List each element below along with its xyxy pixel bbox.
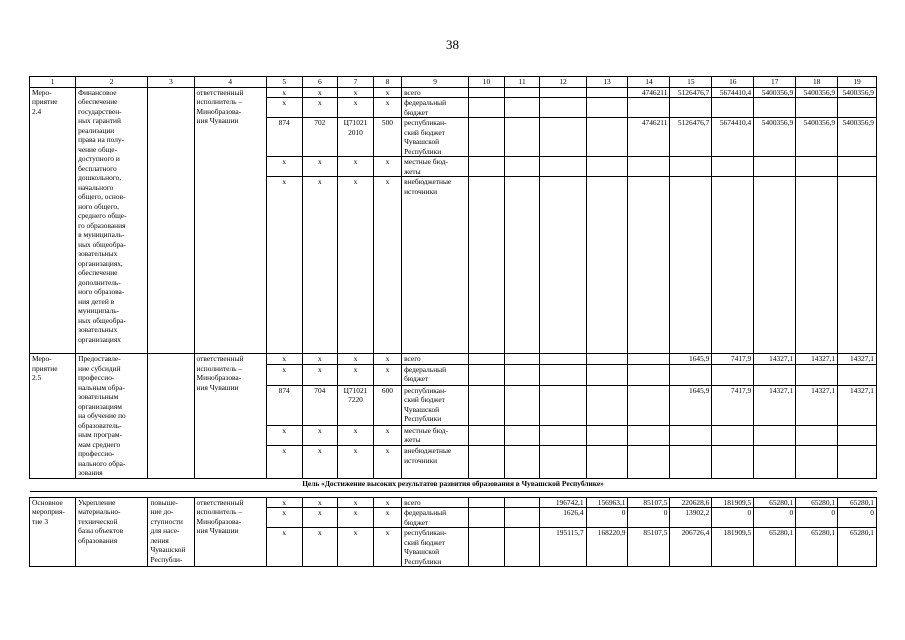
amount-cell: 220628,6 [670, 497, 712, 508]
measure-number: Меро- приятие 2.4 [30, 87, 76, 354]
amount-cell: 1645,9 [670, 354, 712, 365]
amount-cell: 65280,1 [838, 528, 877, 567]
amount-cell [796, 446, 838, 478]
funding-source: федеральный бюджет [402, 508, 469, 528]
amount-cell [504, 508, 540, 528]
column-number: 3 [148, 77, 194, 88]
amount-cell [628, 354, 670, 365]
amount-cell [670, 425, 712, 446]
code-grbs: х [266, 87, 302, 98]
amount-cell [754, 157, 796, 177]
amount-cell [754, 364, 796, 385]
code-section: х [302, 157, 338, 177]
code-expense-group: х [373, 508, 401, 528]
amount-cell [712, 364, 754, 385]
funding-source: всего [402, 497, 469, 508]
amount-cell [586, 385, 628, 425]
code-target-article: х [338, 98, 374, 118]
code-target-article: Ц71021 2010 [338, 118, 374, 157]
amount-cell: 5674410,4 [712, 118, 754, 157]
amount-cell [796, 364, 838, 385]
code-section: х [302, 354, 338, 365]
column-number-row [30, 77, 877, 88]
amount-cell [504, 157, 540, 177]
code-section: х [302, 98, 338, 118]
amount-cell [469, 87, 505, 98]
amount-cell [504, 425, 540, 446]
amount-cell [504, 87, 540, 98]
amount-cell [504, 177, 540, 354]
code-grbs: х [266, 354, 302, 365]
amount-cell: 1645,9 [670, 385, 712, 425]
budget-table [29, 76, 877, 567]
amount-cell: 65280,1 [754, 497, 796, 508]
goal-row [30, 478, 877, 491]
amount-cell [712, 98, 754, 118]
responsible-executor: ответственный исполнитель – Минобразова- ния Чувашии [194, 497, 266, 567]
amount-cell [469, 425, 505, 446]
amount-cell [670, 446, 712, 478]
column-number: 4 [194, 77, 266, 88]
amount-cell [754, 446, 796, 478]
code-target-article: х [338, 354, 374, 365]
amount-cell [628, 157, 670, 177]
amount-cell [628, 364, 670, 385]
amount-cell [469, 118, 505, 157]
amount-cell [540, 87, 586, 98]
code-grbs: 874 [266, 385, 302, 425]
code-grbs: х [266, 446, 302, 478]
column-number: 12 [540, 77, 586, 88]
amount-cell [469, 157, 505, 177]
code-target-article: х [338, 528, 374, 567]
amount-cell [670, 98, 712, 118]
amount-cell [586, 87, 628, 98]
amount-cell: 85107,5 [628, 528, 670, 567]
funding-source: республикан- ский бюджет Чувашской Республики [402, 528, 469, 567]
code-target-article: х [338, 497, 374, 508]
amount-cell: 13902,2 [670, 508, 712, 528]
funding-source: всего [402, 87, 469, 98]
amount-cell: 0 [796, 508, 838, 528]
code-target-article: Ц71021 7220 [338, 385, 374, 425]
amount-cell: 65280,1 [754, 528, 796, 567]
amount-cell [838, 98, 877, 118]
amount-cell: 0 [628, 508, 670, 528]
column-number: 15 [670, 77, 712, 88]
code-section: х [302, 446, 338, 478]
code-expense-group: х [373, 528, 401, 567]
amount-cell: 0 [586, 508, 628, 528]
funding-source: федеральный бюджет [402, 98, 469, 118]
amount-cell [754, 425, 796, 446]
code-expense-group: 500 [373, 118, 401, 157]
amount-cell: 5400356,9 [754, 87, 796, 98]
amount-cell [754, 177, 796, 354]
table-row [30, 87, 877, 98]
goal-heading: Цель «Достижение высоких результатов развития образования в Чувашской Республике» [30, 478, 877, 491]
amount-cell [504, 385, 540, 425]
code-section: 704 [302, 385, 338, 425]
amount-cell: 14327,1 [838, 354, 877, 365]
amount-cell [540, 425, 586, 446]
amount-cell [469, 446, 505, 478]
column-number: 19 [838, 77, 877, 88]
code-expense-group: х [373, 98, 401, 118]
amount-cell [469, 385, 505, 425]
amount-cell [504, 364, 540, 385]
amount-cell [586, 354, 628, 365]
funding-source: республикан- ский бюджет Чувашской Республики [402, 118, 469, 157]
amount-cell [796, 157, 838, 177]
code-grbs: х [266, 497, 302, 508]
amount-cell: 5126476,7 [670, 87, 712, 98]
amount-cell: 5126476,7 [670, 118, 712, 157]
code-expense-group: х [373, 354, 401, 365]
column-number: 18 [796, 77, 838, 88]
funding-source: республикан- ский бюджет Чувашской Республики [402, 385, 469, 425]
column-number: 9 [402, 77, 469, 88]
code-section: х [302, 364, 338, 385]
code-expense-group: х [373, 177, 401, 354]
code-target-article: х [338, 87, 374, 98]
amount-cell [586, 98, 628, 118]
column-number: 8 [373, 77, 401, 88]
amount-cell: 0 [712, 508, 754, 528]
amount-cell [796, 98, 838, 118]
amount-cell [628, 98, 670, 118]
amount-cell [469, 98, 505, 118]
amount-cell [796, 177, 838, 354]
code-expense-group: х [373, 87, 401, 98]
amount-cell: 14327,1 [838, 385, 877, 425]
table-row [30, 497, 877, 508]
code-grbs: х [266, 364, 302, 385]
code-expense-group: х [373, 157, 401, 177]
amount-cell [670, 364, 712, 385]
column-number: 6 [302, 77, 338, 88]
amount-cell [504, 446, 540, 478]
code-target-article: х [338, 508, 374, 528]
code-section: х [302, 528, 338, 567]
amount-cell: 5400356,9 [754, 118, 796, 157]
measure-number: Основное мероприя- тие 3 [30, 497, 76, 567]
measure-number: Меро- приятие 2.5 [30, 354, 76, 479]
amount-cell [628, 177, 670, 354]
code-target-article: х [338, 177, 374, 354]
amount-cell: 0 [838, 508, 877, 528]
amount-cell: 14327,1 [796, 385, 838, 425]
column-number: 2 [76, 77, 148, 88]
code-section: х [302, 497, 338, 508]
amount-cell: 7417,9 [712, 385, 754, 425]
amount-cell: 156963,1 [586, 497, 628, 508]
amount-cell: 5400356,9 [796, 118, 838, 157]
amount-cell: 5400356,9 [838, 87, 877, 98]
column-number: 17 [754, 77, 796, 88]
column-number: 7 [338, 77, 374, 88]
amount-cell: 65280,1 [796, 497, 838, 508]
code-target-article: х [338, 446, 374, 478]
amount-cell [586, 446, 628, 478]
code-grbs: х [266, 425, 302, 446]
amount-cell [838, 177, 877, 354]
amount-cell [540, 364, 586, 385]
amount-cell [586, 177, 628, 354]
responsible-executor: ответственный исполнитель – Минобразова- ния Чувашии [194, 354, 266, 479]
amount-cell [628, 425, 670, 446]
amount-cell [469, 364, 505, 385]
amount-cell [670, 177, 712, 354]
amount-cell: 5400356,9 [796, 87, 838, 98]
code-expense-group: х [373, 425, 401, 446]
amount-cell [670, 157, 712, 177]
code-target-article: х [338, 364, 374, 385]
page-number: 38 [446, 37, 459, 52]
amount-cell [469, 497, 505, 508]
amount-cell [540, 98, 586, 118]
amount-cell: 206726,4 [670, 528, 712, 567]
measure-name: Финансовое обеспечение государствен- ных гарантий реализации права на полу- чение обще- доступного и бесплатного дошкольного, начального общего, основ- ного общего, среднего обще- го образования в муниципаль- ных общеобра- зовательных организациях, обеспечение дополнитель- ного образова- ния детей в муниципаль- ных общеобра- зовательных организациях [76, 87, 148, 354]
column-number: 14 [628, 77, 670, 88]
funding-source: федеральный бюджет [402, 364, 469, 385]
amount-cell: 14327,1 [754, 354, 796, 365]
amount-cell: 5674410,4 [712, 87, 754, 98]
code-grbs: 874 [266, 118, 302, 157]
amount-cell [469, 177, 505, 354]
code-expense-group: 600 [373, 385, 401, 425]
code-section: 702 [302, 118, 338, 157]
amount-cell [838, 446, 877, 478]
amount-cell [504, 118, 540, 157]
code-section: х [302, 177, 338, 354]
code-grbs: х [266, 98, 302, 118]
responsible-executor: ответственный исполнитель – Минобразова- ния Чувашии [194, 87, 266, 354]
column-number: 5 [266, 77, 302, 88]
amount-cell [469, 528, 505, 567]
amount-cell [469, 508, 505, 528]
amount-cell [504, 354, 540, 365]
amount-cell: 14327,1 [796, 354, 838, 365]
amount-cell [796, 425, 838, 446]
column-number: 11 [504, 77, 540, 88]
amount-cell [540, 354, 586, 365]
amount-cell [504, 497, 540, 508]
column-number: 13 [586, 77, 628, 88]
amount-cell [712, 425, 754, 446]
amount-cell [540, 177, 586, 354]
amount-cell [586, 157, 628, 177]
code-section: х [302, 87, 338, 98]
amount-cell: 65280,1 [796, 528, 838, 567]
amount-cell [586, 425, 628, 446]
code-target-article: х [338, 157, 374, 177]
amount-cell [469, 354, 505, 365]
amount-cell: 181909,5 [712, 528, 754, 567]
column-number: 10 [469, 77, 505, 88]
amount-cell [540, 157, 586, 177]
funding-source: внебюджетные источники [402, 177, 469, 354]
amount-cell [712, 177, 754, 354]
amount-cell [712, 446, 754, 478]
amount-cell: 1626,4 [540, 508, 586, 528]
amount-cell [540, 118, 586, 157]
amount-cell [838, 425, 877, 446]
funding-source: местные бюд- жеты [402, 157, 469, 177]
funding-source: местные бюд- жеты [402, 425, 469, 446]
column-number: 16 [712, 77, 754, 88]
amount-cell [712, 157, 754, 177]
column-number: 1 [30, 77, 76, 88]
target-indicator [148, 87, 194, 354]
code-target-article: х [338, 425, 374, 446]
amount-cell: 14327,1 [754, 385, 796, 425]
amount-cell [540, 446, 586, 478]
code-section: х [302, 508, 338, 528]
amount-cell: 181909,5 [712, 497, 754, 508]
amount-cell [586, 364, 628, 385]
code-section: х [302, 425, 338, 446]
amount-cell: 0 [754, 508, 796, 528]
amount-cell: 195115,7 [540, 528, 586, 567]
code-grbs: х [266, 528, 302, 567]
amount-cell [628, 446, 670, 478]
amount-cell [504, 98, 540, 118]
measure-name: Укрепление материально- технической базы объектов образования [76, 497, 148, 567]
code-expense-group: х [373, 497, 401, 508]
amount-cell: 4746211 [628, 118, 670, 157]
code-grbs: х [266, 177, 302, 354]
code-grbs: х [266, 157, 302, 177]
code-expense-group: х [373, 446, 401, 478]
funding-source: всего [402, 354, 469, 365]
measure-name: Предоставле- ние субсидий профессио- нальным обра- зовательным организациям на обучение по образователь- ным програм- мам среднего профессио- нального обра- зования [76, 354, 148, 479]
code-expense-group: х [373, 364, 401, 385]
amount-cell [838, 157, 877, 177]
table-row [30, 354, 877, 365]
target-indicator: повыше- ние до- ступности для насе- ления Чувашской Республи- [148, 497, 194, 567]
amount-cell [540, 385, 586, 425]
amount-cell: 196742,1 [540, 497, 586, 508]
amount-cell [504, 528, 540, 567]
amount-cell: 5400356,9 [838, 118, 877, 157]
amount-cell: 65280,1 [838, 497, 877, 508]
amount-cell [838, 364, 877, 385]
target-indicator [148, 354, 194, 479]
amount-cell [586, 118, 628, 157]
amount-cell [628, 385, 670, 425]
code-grbs: х [266, 508, 302, 528]
amount-cell: 168220,9 [586, 528, 628, 567]
funding-source: внебюджетные источники [402, 446, 469, 478]
amount-cell: 7417,9 [712, 354, 754, 365]
amount-cell: 85107,5 [628, 497, 670, 508]
amount-cell: 4746211 [628, 87, 670, 98]
amount-cell [754, 98, 796, 118]
